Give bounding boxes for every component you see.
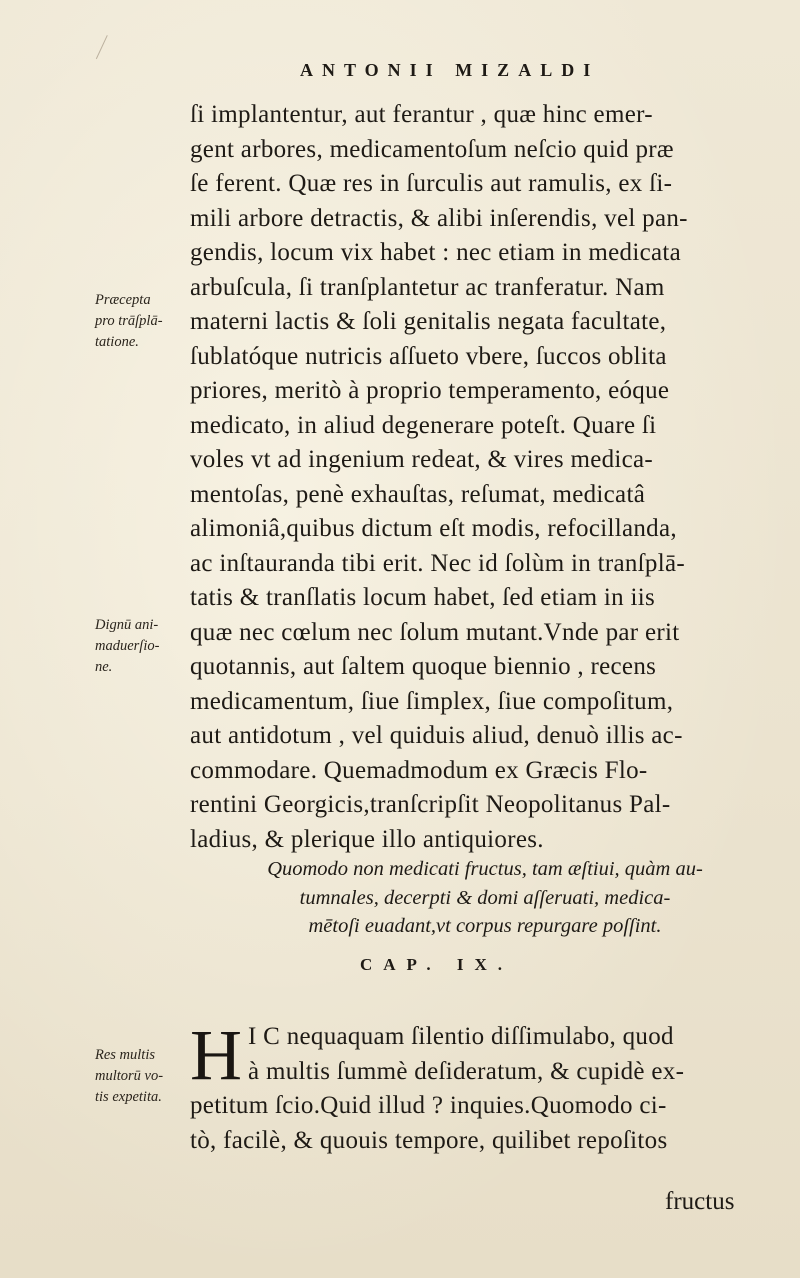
margin-note-line: tis expetita.	[95, 1089, 162, 1105]
text-line: tatis & tranſlatis locum habet, ſed etiam in iis	[190, 584, 655, 611]
margin-note-line: Res multis	[95, 1047, 156, 1063]
margin-note-line: tatione.	[95, 334, 139, 350]
text-line: ſublatóque nutricis aſſueto vbere, ſuccos oblita	[190, 342, 667, 370]
running-head: ANTONII MIZALDI	[300, 60, 600, 80]
margin-note-transplant	[95, 290, 163, 353]
text-line: voles vt ad ingenium redeat, & vires medica-	[190, 446, 654, 473]
chapter-title	[200, 855, 770, 941]
margin-note-line: pro trāſplā-	[95, 313, 163, 329]
text-line: à multis ſummè deſideratum, & cupidè ex-	[248, 1057, 685, 1085]
text-line: alimoniâ,quibus dictum eſt modis, refocillanda,	[190, 515, 677, 542]
text-line: commodare. Quemadmodum ex Græcis Flo-	[190, 756, 648, 784]
margin-note-line: Dignū ani-	[95, 617, 159, 633]
text-line: ſi implantentur, aut ferantur , quæ hinc emer-	[190, 101, 653, 128]
text-line: tò, facilè, & quouis tempore, quilibet repoſitos	[190, 1126, 668, 1154]
chapter-number: CAP. IX.	[360, 955, 514, 974]
margin-note-desired	[95, 1045, 163, 1108]
text-line: arbuſcula, ſi tranſplantetur ac tranferatur. Nam	[190, 273, 665, 301]
drop-capital: H	[190, 1015, 242, 1095]
text-line: quotannis, aut ſaltem quoque biennio , recens	[190, 653, 657, 680]
text-line: priores, meritò à proprio temperamento, eóque	[190, 377, 670, 404]
margin-note-line: Præcepta	[95, 292, 151, 308]
paper-mark	[96, 35, 133, 71]
text-line: gent arbores, medicamentoſum neſcio quid præ	[190, 135, 674, 163]
chapter-text	[190, 1015, 770, 1158]
text-line: ſe ferent. Quæ res in ſurculis aut ramulis, ex ſi-	[190, 170, 673, 197]
text-line: materni lactis & ſoli genitalis negata facultate,	[190, 308, 667, 335]
chapter-title-line: Quomodo non medicati fructus, tam æſtiui, quàm au-	[267, 858, 703, 880]
catchword: fructus	[665, 1188, 735, 1215]
chapter-title-line: mētoſi euadant,vt corpus repurgare poſſint.	[308, 915, 662, 937]
text-line: quæ nec cœlum nec ſolum mutant.Vnde par erit	[190, 618, 680, 646]
text-line: mili arbore detractis, & alibi inſerendis, vel pan-	[190, 204, 688, 232]
chapter-title-line: tumnales, decerpti & domi aſſeruati, medica-	[299, 886, 671, 909]
margin-note-line: multorū vo-	[95, 1068, 164, 1084]
text-line: I C nequaquam ſilentio diſſimulabo, quod	[248, 1023, 674, 1050]
main-text	[190, 98, 770, 857]
text-line: ac inſtauranda tibi erit. Nec id ſolùm in tranſplā-	[190, 549, 685, 577]
text-line: medicamentum, ſiue ſimplex, ſiue compoſitum,	[190, 687, 674, 715]
text-line: mentoſas, penè exhauſtas, reſumat, medicatâ	[190, 480, 646, 508]
margin-note-noteworthy	[95, 615, 159, 678]
text-line: ladius, & plerique illo antiquiores.	[190, 825, 544, 853]
margin-note-line: maduerſio-	[95, 638, 160, 654]
text-line: aut antidotum , vel quiduis aliud, denuò illis ac-	[190, 722, 683, 749]
text-line: gendis, locum vix habet : nec etiam in medicata	[190, 239, 682, 266]
text-line: petitum ſcio.Quid illud ? inquies.Quomodo ci-	[190, 1092, 667, 1119]
margin-note-line: ne.	[95, 659, 113, 675]
text-line: rentini Georgicis,tranſcripſit Neopolitanus Pal-	[190, 791, 671, 818]
text-line: medicato, in aliud degenerare poteſt. Quare ſi	[190, 411, 657, 439]
